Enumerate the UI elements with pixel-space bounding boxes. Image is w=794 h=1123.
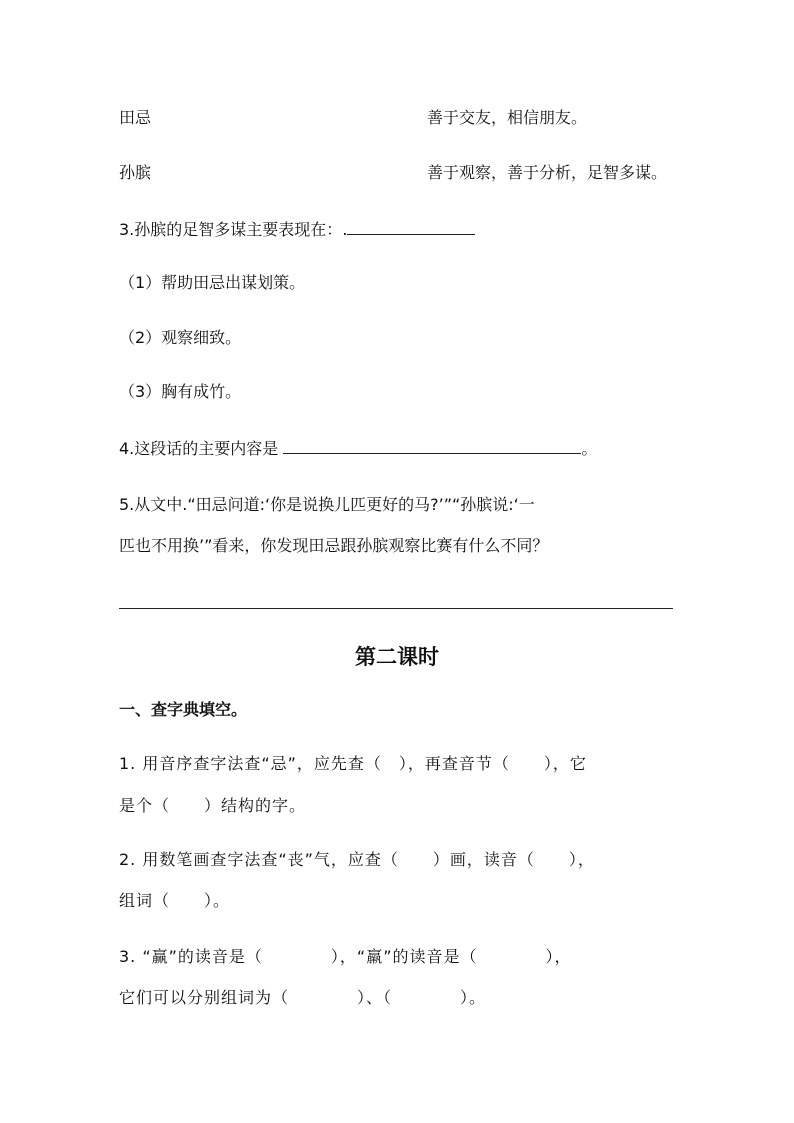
trait-desc: 善于交友，相信朋友。 xyxy=(427,108,588,127)
option-3: （3）胸有成竹。 xyxy=(119,382,242,401)
question-3-text: 3.孙膑的足智多谋主要表现在： xyxy=(119,220,343,239)
trait-row-tianji xyxy=(119,107,588,129)
trait-desc: 善于观察，善于分析，足智多谋。 xyxy=(427,163,668,182)
fill-question-2-line-2: 组词（ ）。 xyxy=(119,891,231,910)
question-4-suffix: 。 xyxy=(581,439,598,458)
question-5-line-1: 5.从文中.“田忌问道:‘你是说换儿匹更好的马?’”“孙膑说:‘一 xyxy=(119,495,535,514)
section-heading: 一、查字典填空。 xyxy=(119,700,248,719)
option-2: （2）观察细致。 xyxy=(119,328,242,347)
trait-row-sunbin xyxy=(119,162,668,184)
answer-blank-dot: . xyxy=(342,220,348,239)
question-5-line-2: 匹也不用换’”看来，你发现田忌跟孙膑观察比赛有什么不同？ xyxy=(119,536,549,555)
fill-question-1-line-2: 是个（ ）结构的字。 xyxy=(119,796,307,815)
answer-blank[interactable] xyxy=(347,218,475,235)
fill-question-3-line-1: 3. “赢”的读音是（ ），“羸”的读音是（ ）， xyxy=(119,947,572,966)
fill-question-3-line-2: 它们可以分别组词为（ ）、（ ）。 xyxy=(119,988,487,1007)
fill-question-2-line-1: 2. 用数笔画查字法查“丧”气，应查（ ）画，读音（ ）， xyxy=(119,850,595,869)
fill-question-1-line-1: 1. 用音序查字法查“忌”，应先查（ ），再查音节（ ），它 xyxy=(119,754,587,773)
lesson-title: 第二课时 xyxy=(355,644,439,669)
trait-name: 田忌 xyxy=(119,108,152,127)
trait-name: 孙膑 xyxy=(119,163,152,182)
question-4 xyxy=(119,437,597,460)
question-3 xyxy=(119,218,475,241)
answer-line[interactable] xyxy=(119,608,673,609)
answer-blank[interactable] xyxy=(283,437,581,454)
option-1: （1）帮助田忌出谋划策。 xyxy=(119,273,306,292)
question-4-text: 4.这段话的主要内容是 xyxy=(119,439,279,458)
